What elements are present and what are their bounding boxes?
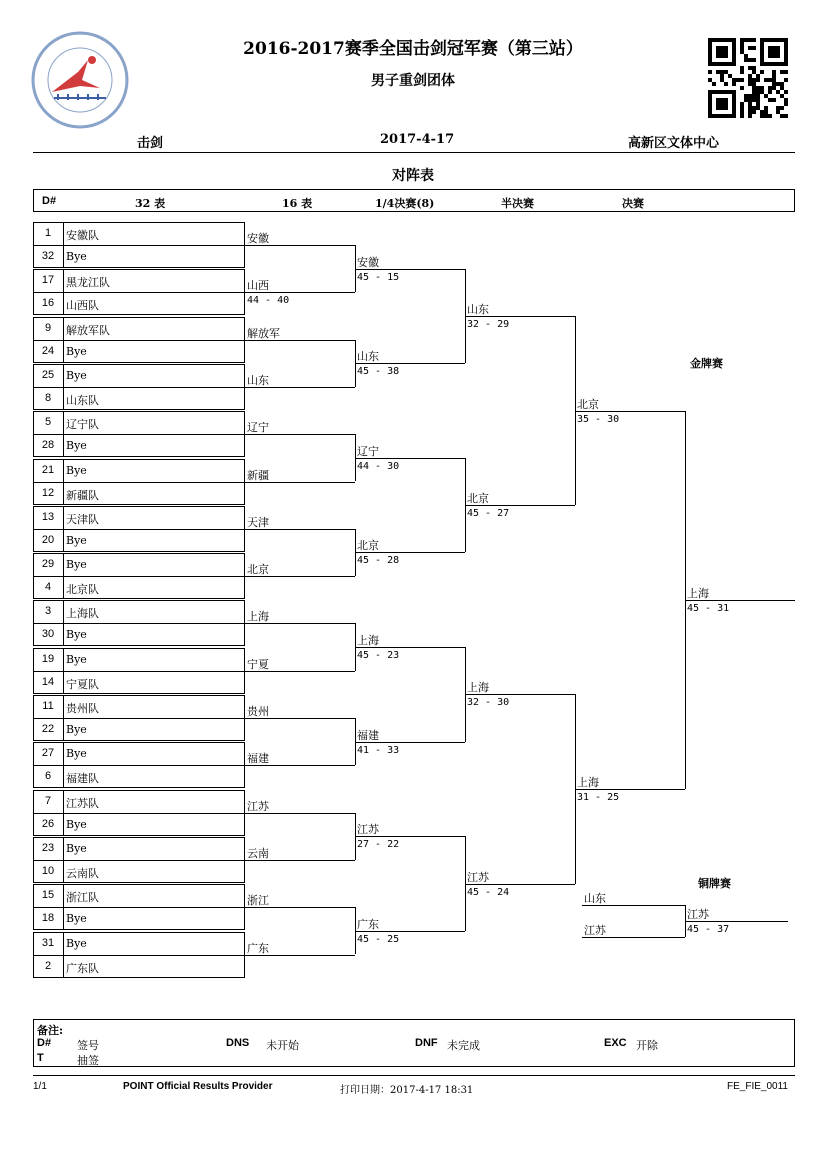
notes-d-key: D# xyxy=(37,1037,52,1049)
date-label: 2017-4-17 xyxy=(380,132,455,147)
f-winner: 上海 xyxy=(577,775,599,789)
notes-dns-val: 未开始 xyxy=(266,1039,299,1052)
match-box xyxy=(33,222,245,268)
bronze-winner: 江苏 xyxy=(687,908,709,921)
match-box xyxy=(33,932,245,978)
notes-panel xyxy=(33,1019,795,1067)
notes-dnf-val: 未完成 xyxy=(447,1039,480,1052)
r16-winner: 江苏 xyxy=(247,799,269,813)
seed-number: 15 xyxy=(41,889,55,902)
notes-exc-key: EXC xyxy=(604,1037,627,1049)
seed-number: 21 xyxy=(41,463,55,476)
team-name: 福建队 xyxy=(66,772,99,786)
seed-number: 29 xyxy=(41,558,55,571)
r16-winner: 福建 xyxy=(247,752,269,766)
match-box xyxy=(33,695,245,741)
col-sf: 半决赛 xyxy=(501,197,534,210)
table-title: 对阵表 xyxy=(392,168,434,184)
col-d: D# xyxy=(42,195,57,207)
seed-number: 6 xyxy=(44,770,52,783)
team-name: 上海队 xyxy=(66,607,99,621)
r16-score: 44 - 40 xyxy=(247,295,290,307)
team-name: Bye xyxy=(66,912,87,926)
match-box xyxy=(33,837,245,883)
bronze-team-a: 山东 xyxy=(584,892,606,905)
team-name: Bye xyxy=(66,344,87,358)
qf-score: 45 - 23 xyxy=(357,650,400,662)
qf-winner: 江苏 xyxy=(357,823,379,837)
header-divider xyxy=(33,152,795,153)
match-box xyxy=(33,600,245,646)
team-name: 新疆队 xyxy=(66,488,99,502)
team-name: 黑龙江队 xyxy=(66,276,110,290)
r16-winner: 山西 xyxy=(247,279,269,293)
team-name: Bye xyxy=(66,439,87,453)
team-name: 云南队 xyxy=(66,866,99,880)
seed-number: 30 xyxy=(41,628,55,641)
footer-code: FE_FIE_0011 xyxy=(727,1081,788,1092)
sf-winner: 北京 xyxy=(467,492,489,506)
team-name: 北京队 xyxy=(66,583,99,597)
qf-score: 44 - 30 xyxy=(357,460,400,472)
r16-winner: 山东 xyxy=(247,373,269,387)
footer-page: 1/1 xyxy=(33,1081,47,1092)
col-r16: 16 表 xyxy=(282,197,313,210)
match-box xyxy=(33,269,245,315)
seed-number: 5 xyxy=(44,416,52,429)
sf-score: 32 - 30 xyxy=(467,697,510,709)
seed-number: 13 xyxy=(41,510,55,523)
seed-number: 12 xyxy=(41,486,55,499)
r16-winner: 新疆 xyxy=(247,468,269,482)
r16-winner: 浙江 xyxy=(247,894,269,908)
gold-medal-label: 金牌赛 xyxy=(690,357,723,370)
team-name: 安徽队 xyxy=(66,229,99,242)
seed-number: 9 xyxy=(44,321,52,334)
notes-t-key: T xyxy=(37,1052,44,1064)
team-name: 江苏队 xyxy=(66,796,99,810)
seed-number: 7 xyxy=(44,794,52,807)
team-name: Bye xyxy=(66,723,87,736)
f-score: 31 - 25 xyxy=(577,791,620,803)
team-name: Bye xyxy=(66,652,87,666)
column-header xyxy=(33,189,795,212)
event-name: 男子重剑团体 xyxy=(371,73,455,89)
seed-number: 20 xyxy=(41,533,55,546)
qf-winner: 上海 xyxy=(357,634,379,648)
match-box xyxy=(33,506,245,552)
col-f: 决赛 xyxy=(622,197,644,210)
seed-number: 17 xyxy=(41,274,55,287)
team-name: 山东队 xyxy=(66,393,99,407)
match-box xyxy=(33,317,245,363)
sf-score: 45 - 24 xyxy=(467,886,510,898)
gold-winner: 上海 xyxy=(687,586,709,600)
team-name: Bye xyxy=(66,936,87,950)
seed-number: 32 xyxy=(41,250,55,262)
sf-score: 45 - 27 xyxy=(467,508,510,520)
footer-print-date: 打印日期：2017-4-17 18:31 xyxy=(340,1085,474,1096)
r16-winner: 安徽 xyxy=(247,232,269,245)
f-winner: 北京 xyxy=(577,397,599,411)
seed-number: 27 xyxy=(41,747,55,760)
team-name: 宁夏队 xyxy=(66,677,99,691)
qf-score: 45 - 15 xyxy=(357,271,400,283)
r16-winner: 云南 xyxy=(247,846,269,860)
match-box xyxy=(33,742,245,788)
qf-winner: 安徽 xyxy=(357,255,379,269)
notes-title: 备注: xyxy=(37,1024,64,1037)
seed-number: 4 xyxy=(44,581,52,594)
seed-number: 2 xyxy=(44,959,52,972)
sf-score: 32 - 29 xyxy=(467,318,510,330)
gold-score: 45 - 31 xyxy=(687,602,730,614)
qf-winner: 山东 xyxy=(357,350,379,364)
col-r32: 32 表 xyxy=(135,197,166,210)
sport-label: 击剑 xyxy=(137,136,164,151)
seed-number: 26 xyxy=(41,817,55,830)
match-box xyxy=(33,884,245,930)
seed-number: 8 xyxy=(44,391,52,404)
r16-winner: 贵州 xyxy=(247,705,269,718)
seed-number: 18 xyxy=(41,912,55,925)
seed-number: 31 xyxy=(41,936,55,949)
team-name: Bye xyxy=(66,368,87,382)
bronze-team-b: 江苏 xyxy=(584,924,606,937)
team-name: Bye xyxy=(66,558,87,572)
seed-number: 3 xyxy=(44,605,52,618)
seed-number: 11 xyxy=(42,700,54,712)
match-box xyxy=(33,648,245,694)
bronze-score: 45 - 37 xyxy=(687,924,730,935)
team-name: Bye xyxy=(66,841,87,855)
qf-score: 41 - 33 xyxy=(357,744,400,756)
qf-score: 45 - 38 xyxy=(357,366,400,378)
notes-d-val: 签号 xyxy=(77,1039,99,1052)
team-name: 山西队 xyxy=(66,299,99,313)
team-name: Bye xyxy=(66,463,87,477)
r16-winner: 北京 xyxy=(247,563,269,577)
seed-number: 24 xyxy=(41,344,55,357)
team-name: Bye xyxy=(66,533,87,547)
team-name: Bye xyxy=(66,817,87,831)
match-box xyxy=(33,411,245,457)
qf-score: 27 - 22 xyxy=(357,839,400,851)
col-qf: 1/4决赛(8) xyxy=(375,197,435,210)
qf-winner: 辽宁 xyxy=(357,444,379,458)
match-box xyxy=(33,553,245,599)
team-name: Bye xyxy=(66,250,87,263)
notes-dnf-key: DNF xyxy=(415,1037,438,1049)
r16-winner: 宁夏 xyxy=(247,657,269,671)
team-name: 天津队 xyxy=(66,512,99,526)
r16-winner: 辽宁 xyxy=(247,421,269,435)
match-box xyxy=(33,790,245,836)
seed-number: 25 xyxy=(41,368,55,381)
seed-number: 16 xyxy=(41,297,55,310)
qf-winner: 北京 xyxy=(357,539,379,553)
qf-score: 45 - 28 xyxy=(357,555,400,567)
team-name: 解放军队 xyxy=(66,323,110,337)
seed-number: 19 xyxy=(41,652,55,665)
team-name: 贵州队 xyxy=(66,702,99,715)
qf-winner: 广东 xyxy=(357,917,379,931)
r16-winner: 上海 xyxy=(247,610,269,624)
footer-divider xyxy=(33,1075,795,1076)
team-name: Bye xyxy=(66,747,87,761)
notes-dns-key: DNS xyxy=(226,1037,250,1049)
seed-number: 28 xyxy=(41,439,55,452)
match-box xyxy=(33,364,245,410)
footer-provider: POINT Official Results Provider xyxy=(123,1081,273,1092)
seed-number: 14 xyxy=(41,675,55,688)
notes-t-val: 抽签 xyxy=(77,1054,99,1067)
qf-score: 45 - 25 xyxy=(357,933,400,945)
seed-number: 10 xyxy=(41,864,55,877)
sf-winner: 山东 xyxy=(467,302,489,316)
team-name: 广东队 xyxy=(66,961,99,975)
bronze-medal-label: 铜牌赛 xyxy=(698,877,731,890)
team-name: 辽宁队 xyxy=(66,418,99,432)
venue-label: 高新区文体中心 xyxy=(628,136,720,151)
seed-number: 23 xyxy=(41,841,55,854)
team-name: 浙江队 xyxy=(66,891,99,905)
f-score: 35 - 30 xyxy=(577,413,620,425)
sf-winner: 上海 xyxy=(467,681,489,695)
seed-number: 22 xyxy=(41,723,55,735)
page-title: 2016-2017赛季全国击剑冠军赛（第三站） xyxy=(243,39,583,59)
notes-exc-val: 开除 xyxy=(636,1039,658,1052)
r16-winner: 广东 xyxy=(247,941,269,955)
r16-winner: 解放军 xyxy=(247,326,280,340)
qf-winner: 福建 xyxy=(357,728,379,742)
match-box xyxy=(33,459,245,505)
seed-number: 1 xyxy=(44,227,52,239)
r16-winner: 天津 xyxy=(247,515,269,529)
sf-winner: 江苏 xyxy=(467,870,489,884)
team-name: Bye xyxy=(66,628,87,642)
